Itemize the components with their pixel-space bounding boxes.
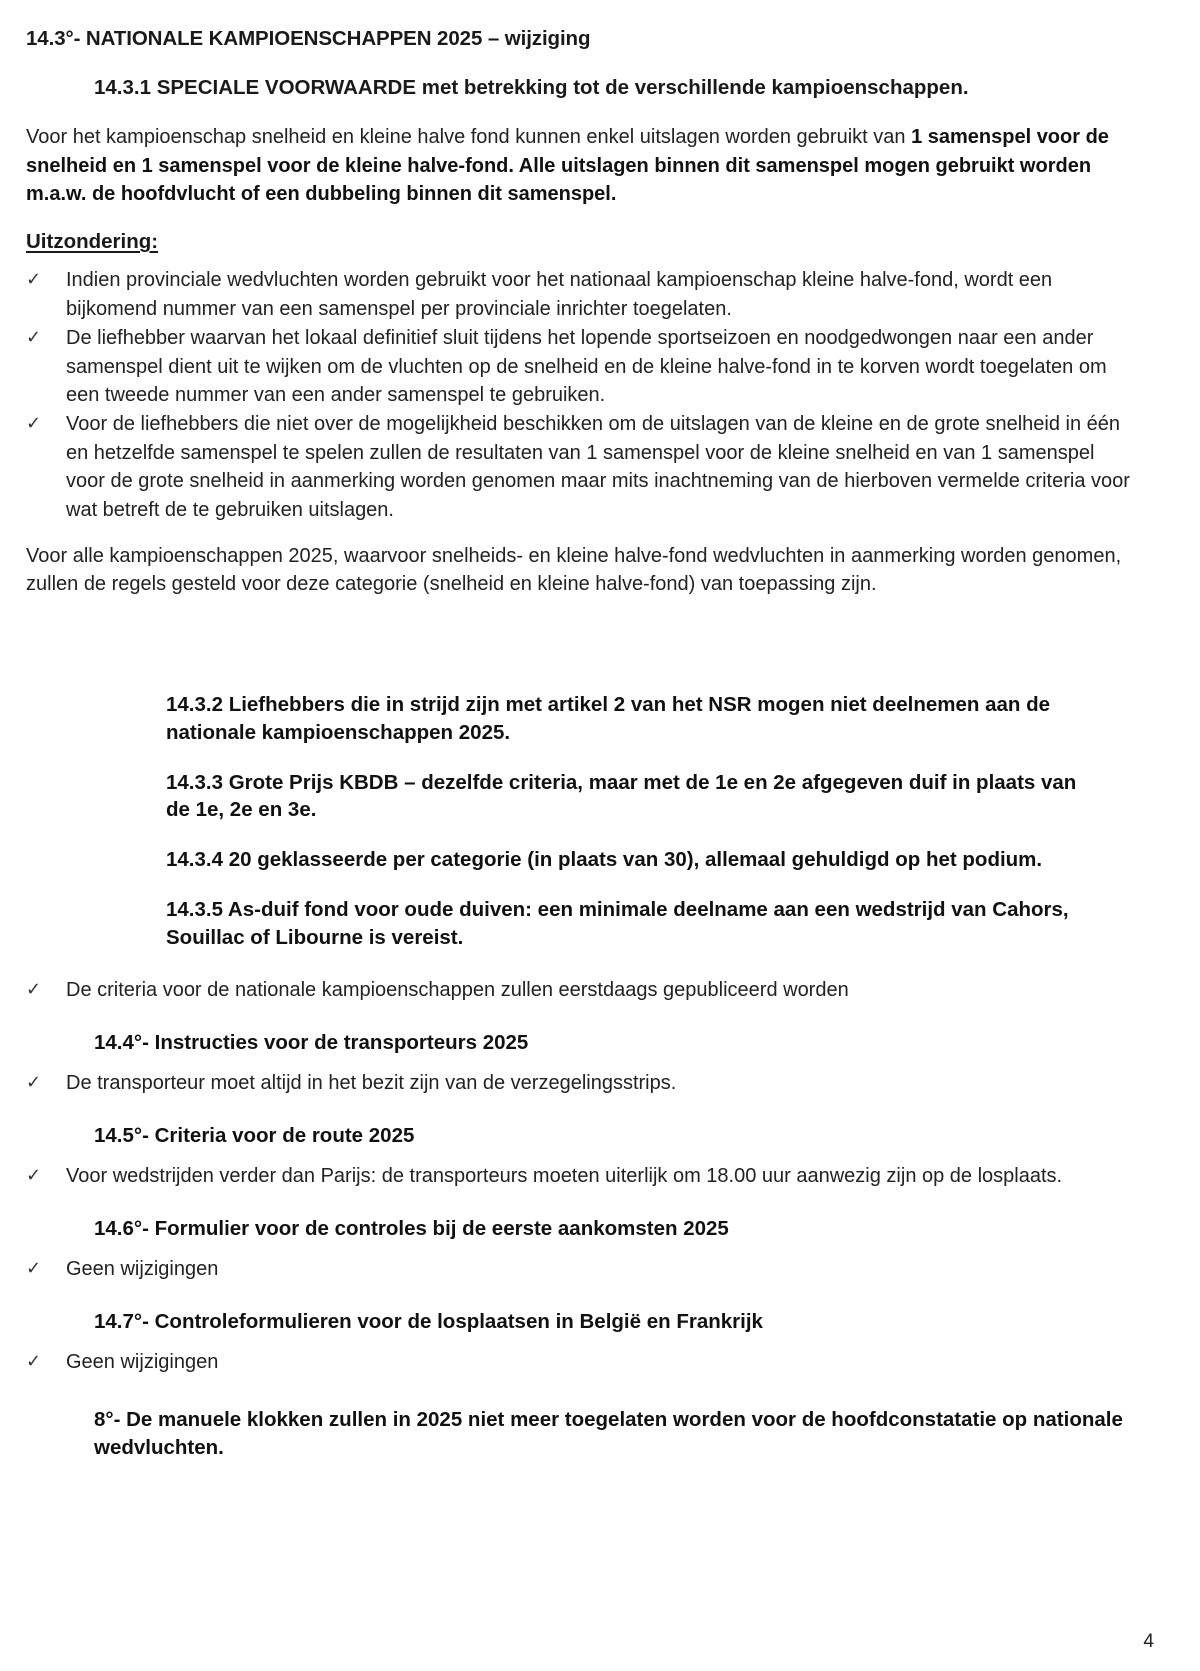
section-list-14-7	[26, 1348, 1130, 1376]
section-heading-14-5: 14.5°- Criteria voor de route 2025	[94, 1124, 415, 1148]
intro-bold-text: 1 samenspel voor de snelheid en 1 samenspel voor de kleine halve-fond. Alle uitslagen binnen dit samenspel mogen gebruikt worden m.a.w. de hoofdvlucht of een dubbeling binnen dit samenspel.	[26, 126, 1109, 206]
section-subtitle: 14.3.1 SPECIALE VOORWAARDE met betrekking tot de verschillende kampioenschappen.	[94, 75, 969, 99]
clauses-block	[166, 691, 1090, 952]
list-item-text: De liefhebber waarvan het lokaal definitief sluit tijdens het lopende sportseizoen en noodgedwongen naar een ander samenspel dient uit te wijken om de vluchten op de snelheid en de kleine halve-fond in te korven wordt toegelaten om een tweede nummer van een ander samenspel te gebruiken.	[66, 327, 1107, 407]
list-item	[26, 1069, 1130, 1097]
list-item-text: Voor de liefhebbers die niet over de mogelijkheid beschikken om de uitslagen van de kleine en de grote snelheid in één en hetzelfde samenspel te spelen zullen de resultaten van 1 samenspel voor de kleine snelheid en van 1 samenspel voor de grote snelheid in aanmerking worden genomen maar mits inachtneming van de hierboven vermelde criteria voor wat betreft de te gebruiken uitslagen.	[66, 413, 1130, 521]
list-item	[26, 1162, 1130, 1190]
list-item	[26, 1255, 1130, 1283]
list-item-text: Geen wijzigingen	[66, 1351, 219, 1373]
section-heading-14-7: 14.7°- Controleformulieren voor de losplaatsen in België en Frankrijk	[94, 1310, 763, 1334]
intro-paragraph	[26, 123, 1130, 208]
check-icon: ✓	[26, 978, 42, 999]
exception-heading: Uitzondering:	[26, 230, 159, 254]
intro-regular-text: Voor het kampioenschap snelheid en kleine halve fond kunnen enkel uitslagen worden gebruikt van	[26, 126, 912, 149]
list-item	[26, 1348, 1130, 1376]
section-heading-14-6: 14.6°- Formulier voor de controles bij de eerste aankomsten 2025	[94, 1217, 729, 1241]
clause-14-3-4: 14.3.4 20 geklasseerde per categorie (in plaats van 30), allemaal gehuldigd op het podium.	[166, 848, 1043, 872]
closing-note-paragraph: Voor alle kampioenschappen 2025, waarvoor snelheids- en kleine halve-fond wedvluchten in aanmerking worden genomen, zullen de regels gesteld voor deze categorie (snelheid en kleine halve-fond) van toepassing zijn.	[26, 544, 1122, 596]
clause-14-3-2: 14.3.2 Liefhebbers die in strijd zijn met artikel 2 van het NSR mogen niet deelnemen aan de nationale kampioenschappen 2025.	[166, 692, 1051, 744]
list-item-text: De transporteur moet altijd in het bezit zijn van de verzegelingsstrips.	[66, 1071, 677, 1094]
page-number: 4	[1143, 1631, 1154, 1652]
check-icon: ✓	[26, 327, 42, 348]
list-item-text: De criteria voor de nationale kampioenschappen zullen eerstdaags gepubliceerd worden	[66, 978, 849, 1001]
vertical-spacer	[26, 599, 1130, 691]
list-item-text: Geen wijzigingen	[66, 1257, 219, 1280]
criteria-list	[26, 976, 1130, 1004]
section-list-14-6	[26, 1255, 1130, 1283]
check-icon: ✓	[26, 1257, 42, 1278]
section-list-14-5	[26, 1162, 1130, 1190]
section-list-14-4	[26, 1069, 1130, 1097]
list-item-text: Indien provinciale wedvluchten worden gebruikt voor het nationaal kampioenschap kleine halve-fond, wordt een bijkomend nummer van een samenspel per provinciale inrichter toegelaten.	[66, 269, 1053, 320]
list-item	[26, 410, 1130, 524]
check-icon: ✓	[26, 1164, 42, 1185]
list-item-text: Voor wedstrijden verder dan Parijs: de transporteurs moeten uiterlijk om 18.00 uur aanwezig zijn op de losplaats.	[66, 1164, 1063, 1187]
check-icon: ✓	[26, 413, 42, 434]
list-item	[26, 976, 1130, 1004]
check-icon: ✓	[26, 269, 42, 290]
check-icon: ✓	[26, 1071, 42, 1092]
exception-list	[26, 266, 1130, 524]
page-title: 14.3°- NATIONALE KAMPIOENSCHAPPEN 2025 – wijziging	[26, 27, 591, 50]
list-item	[26, 324, 1130, 409]
clause-14-3-5: 14.3.5 As-duif fond voor oude duiven: een minimale deelname aan een wedstrijd van Cahors, Souillac of Libourne is vereist.	[166, 898, 1069, 949]
list-item	[26, 266, 1130, 323]
section-heading-14-4: 14.4°- Instructies voor de transporteurs 2025	[94, 1031, 529, 1055]
check-icon: ✓	[26, 1351, 42, 1371]
clause-14-3-3: 14.3.3 Grote Prijs KBDB – dezelfde criteria, maar met de 1e en 2e afgegeven duif in plaats van de 1e, 2e en 3e.	[166, 770, 1077, 822]
final-clause: 8°- De manuele klokken zullen in 2025 niet meer toegelaten worden voor de hoofdconstatatie op nationale wedvluchten.	[94, 1408, 1123, 1460]
